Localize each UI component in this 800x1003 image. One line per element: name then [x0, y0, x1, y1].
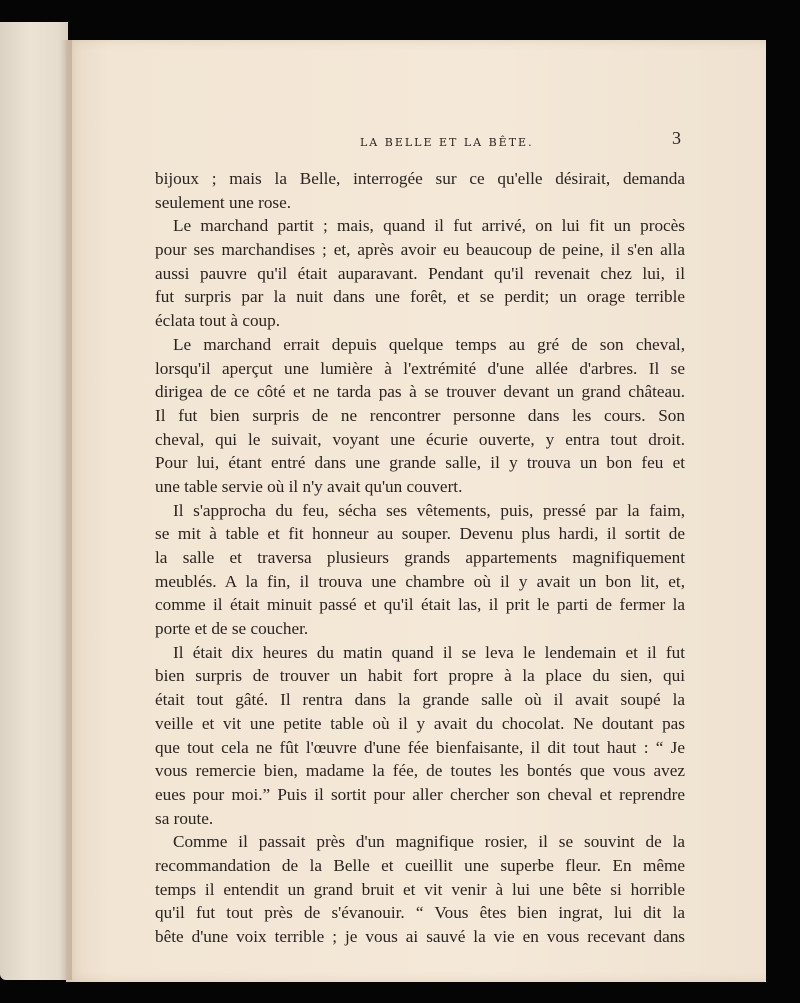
text-line: meublés. A la fin, il trouva une chambre où il y avait un bon lit, et, — [155, 571, 685, 591]
text-line: comme il était minuit passé et qu'il était las, il prit le parti de fermer la — [155, 595, 685, 615]
text-line: Il était dix heures du matin quand il se leva le lendemain et il fut — [173, 642, 685, 662]
text-line: aussi pauvre qu'il était auparavant. Pendant qu'il revenait chez lui, il — [155, 263, 685, 283]
text-line: Il fut bien surpris de ne rencontrer personne dans les cours. Son — [155, 405, 685, 425]
text-line: lorsqu'il aperçut une lumière à l'extrémité d'une allée d'arbres. Il se — [155, 358, 685, 378]
text-line: Le marchand partit ; mais, quand il fut arrivé, on lui fit un procès — [173, 216, 685, 236]
text-line: dirigea de ce côté et ne tarda pas à se trouver devant un grand château. — [155, 382, 685, 402]
text-line: Il s'approcha du feu, sécha ses vêtements, puis, pressé par la faim, — [173, 500, 685, 520]
spine-shadow — [60, 40, 72, 980]
text-line: bijoux ; mais la Belle, interrogée sur ce qu'elle désirait, demanda — [155, 169, 685, 188]
facing-page-edge — [0, 22, 68, 980]
text-line: qu'il fut tout près de s'évanouir. “ Vous êtes bien ingrat, lui dit la — [155, 903, 685, 923]
text-line: une table servie où il n'y avait qu'un couvert. — [155, 476, 463, 496]
text-line: bien surpris de trouver un habit fort propre à la place du sien, qui — [155, 666, 685, 686]
text-line: cheval, qui le suivait, voyant une écurie ouverte, y entra tout droit. — [155, 429, 685, 449]
text-line: veille et vit une petite table où il y avait du chocolat. Ne doutant pas — [155, 713, 685, 733]
text-line: se mit à table et fit honneur au souper. Devenu plus hardi, il sortit de — [155, 524, 685, 544]
text-line: vous remercie bien, madame la fée, de toutes les bontés que vous avez — [155, 761, 685, 781]
text-line: était tout gâté. Il rentra dans la grande salle où il avait soupé la — [155, 690, 685, 710]
text-line: sa route. — [155, 808, 214, 828]
text-line: seulement une rose. — [155, 192, 292, 212]
text-line: Pour lui, étant entré dans une grande salle, il y trouva un bon feu et — [155, 453, 685, 473]
text-line: Comme il passait près d'un magnifique rosier, il se souvint de la — [173, 832, 685, 852]
text-line: pour ses marchandises ; et, après avoir eu beaucoup de peine, il s'en alla — [155, 240, 685, 260]
text-line: eues pour moi.” Puis il sortit pour aller chercher son cheval et reprendre — [155, 784, 685, 804]
text-line: Le marchand errait depuis quelque temps au gré de son cheval, — [173, 334, 685, 354]
text-line: la salle et traversa plusieurs grands appartements magnifiquement — [155, 548, 685, 567]
page-number: 3 — [672, 128, 681, 148]
text-line: temps il entendit un grand bruit et vit venir à lui une bête si horrible — [155, 879, 685, 899]
text-line: recommandation de la Belle et cueillit une superbe fleur. En même — [155, 855, 685, 875]
text-line: éclata tout à coup. — [155, 311, 281, 331]
running-title: LA BELLE ET LA BÊTE. — [360, 136, 534, 149]
body-text — [155, 167, 685, 949]
text-line: bête d'une voix terrible ; je vous ai sauvé la vie en vous recevant dans — [155, 927, 685, 946]
text-line: que tout cela ne fût l'œuvre d'une fée bienfaisante, il dit tout haut : “ Je — [155, 737, 685, 757]
text-line: fut surpris par la nuit dans une forêt, et se perdit; un orage terrible — [155, 287, 685, 307]
text-line: porte et de se coucher. — [155, 619, 309, 639]
